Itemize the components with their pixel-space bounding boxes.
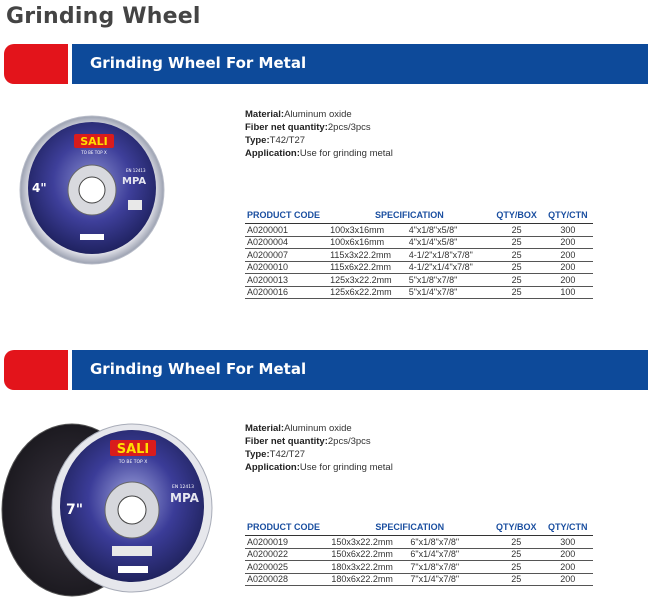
header-qty-box: QTY/BOX <box>491 208 543 224</box>
spec-application: Application:Use for grinding metal <box>245 462 393 473</box>
disc-cert: MPA <box>122 176 147 187</box>
spec-material: Material:Aluminum oxide <box>245 423 352 434</box>
grinding-wheel-image <box>0 418 214 598</box>
disc-brand: SALI <box>80 135 108 148</box>
spec-type: Type:T42/T27 <box>245 449 306 460</box>
header-product-code: PRODUCT CODE <box>245 520 329 536</box>
spec-fiber: Fiber net quantity:2pcs/3pcs <box>245 122 371 133</box>
spec-fiber: Fiber net quantity:2pcs/3pcs <box>245 436 371 447</box>
grinding-wheel-image <box>18 110 168 266</box>
table-row: A0200028 180x6x22.2mm 7"x1/4"x7/8" 25 200 <box>245 573 593 586</box>
table-row: A0200016 125x6x22.2mm 5"x1/4"x7/8" 25 100 <box>245 286 593 299</box>
disc-tagline: TO BE TOP X <box>81 150 107 155</box>
disc-size: 7" <box>66 502 84 518</box>
table-header-row <box>245 520 593 536</box>
table-row: A0200007 115x3x22.2mm 4-1/2"x1/8"x7/8" 25 200 <box>245 249 593 262</box>
disc-size: 4" <box>32 181 47 195</box>
header-qty-ctn: QTY/CTN <box>543 208 593 224</box>
disc-brand: SALI <box>116 442 150 457</box>
table-row: A0200001 100x3x16mm 4"x1/8"x5/8" 25 300 <box>245 224 593 237</box>
section-banner <box>0 44 654 88</box>
banner-title: Grinding Wheel For Metal <box>90 54 307 72</box>
spec-material: Material:Aluminum oxide <box>245 109 352 120</box>
spec-list <box>245 108 393 160</box>
section-banner <box>0 350 654 394</box>
banner-red-tab <box>4 44 68 84</box>
disc-cert: MPA <box>170 491 199 505</box>
header-product-code: PRODUCT CODE <box>245 208 328 224</box>
table-row: A0200010 115x6x22.2mm 4-1/2"x1/4"x7/8" 25 200 <box>245 261 593 274</box>
product-section-2 <box>0 350 654 610</box>
disc-tagline: TO BE TOP X <box>118 460 148 465</box>
disc-cert2: EN 12413 <box>126 168 146 173</box>
header-qty-ctn: QTY/CTN <box>542 520 593 536</box>
spec-list <box>245 422 393 474</box>
table-row: A0200004 100x6x16mm 4"x1/4"x5/8" 25 200 <box>245 236 593 249</box>
banner-title: Grinding Wheel For Metal <box>90 360 307 378</box>
product-table <box>245 208 593 299</box>
header-specification: SPECIFICATION <box>329 520 490 536</box>
table-row: A0200022 150x6x22.2mm 6"x1/4"x7/8" 25 200 <box>245 548 593 561</box>
table-row: A0200025 180x3x22.2mm 7"x1/8"x7/8" 25 200 <box>245 561 593 574</box>
table-header-row <box>245 208 593 224</box>
product-table <box>245 520 593 586</box>
disc-cert2: EN 12413 <box>172 485 194 490</box>
page-title: Grinding Wheel <box>6 4 201 29</box>
header-qty-box: QTY/BOX <box>490 520 542 536</box>
table-row: A0200019 150x3x22.2mm 6"x1/8"x7/8" 25 300 <box>245 536 593 549</box>
product-section-1 <box>0 44 654 304</box>
banner-red-tab <box>4 350 68 390</box>
header-specification: SPECIFICATION <box>328 208 491 224</box>
spec-application: Application:Use for grinding metal <box>245 148 393 159</box>
table-row: A0200013 125x3x22.2mm 5"x1/8"x7/8" 25 200 <box>245 274 593 287</box>
spec-type: Type:T42/T27 <box>245 135 306 146</box>
